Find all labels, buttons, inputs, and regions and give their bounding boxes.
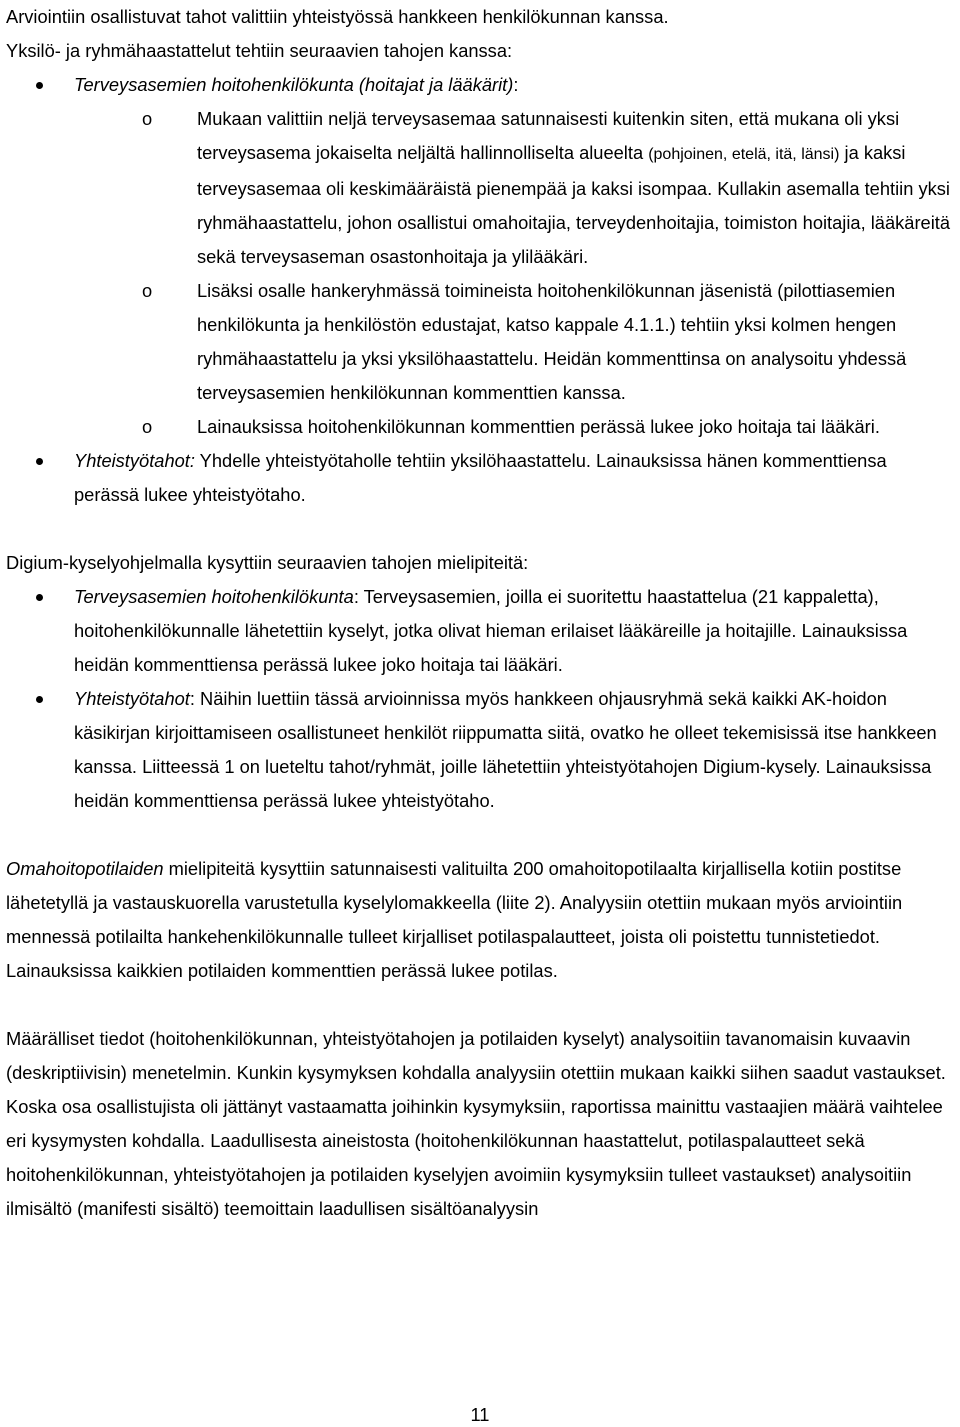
analysis-paragraph: Määrälliset tiedot (hoitohenkilökunnan, yhteistyötahojen ja potilaiden kyselyt) analysoitiin tavanomaisin kuvaavin (deskriptiivisin) menetelmin. Kunkin kysymyksen kohdalla analyysiin otettiin mukaan kaikki siihen saadut vastaukset. Koska osa osallistujista oli jättänyt vastaamatta joihinkin kysymyksiin, raportissa mainittu vastaajien määrä vaihtelee eri kysymysten kohdalla. Laadullisesta aineistosta (hoitohenkilökunnan haastattelut, potilaspalautteet sekä hoitohenkilökunnan, yhteistyötahojen ja potilaiden kyselyjen avoimiin kysymyksiin tulleet vastaukset) analysoitiin ilmisältö (manifesti sisältö) teemoittain laadullisen sisältöanalyysin — [6, 1028, 946, 1219]
sublist-item-project-group: o Lisäksi osalle hankeryhmässä toimineista hoitohenkilökunnan jäsenistä (pilottiasemien henkilökunta ja henkilöstön edustajat, katso kappale 4.1.1.) tehtiin yksi kolmen hengen ryhmähaastattelu ja yksi yksilöhaastattelu. Heidän kommenttinsa on analysoitu yhdessä terveysasemien henkilökunnan kommenttien kanssa. — [74, 274, 954, 410]
circle-bullet-icon: o — [142, 108, 153, 129]
sublist-item-stations: o Mukaan valittiin neljä terveysasemaa satunnaisesti kuitenkin siten, että mukana oli yksi terveysasema jokaiselta neljältä hallinnolliselta alueelta (pohjoinen, etelä, itä, länsi) ja kaksi terveysasemaa oli keskimääräistä pienempää ja kaksi isompaa. Kullakin asemalla tehtiin yksi ryhmähaastattelu, johon osallistui omahoitajia, terveydenhoitajia, toimiston hoitajia, lääkäreitä sekä terveysaseman osastonhoitaja ja ylilääkäri. — [74, 102, 954, 274]
list-item-digium-partners: Yhteistyötahot: Näihin luettiin tässä arvioinnissa myös hankkeen ohjausryhmä sekä kaikki AK-hoidon käsikirjan kirjoittamiseen osallistuneet henkilöt riippumatta siitä, ovatko he olleet tekemisissä itse hankkeen kanssa. Liitteessä 1 on lueteltu tahot/ryhmät, joille lähetettiin yhteistyötahojen Digium-kysely. Lainauksissa heidän kommenttiensa perässä lukee yhteistyötaho. — [6, 682, 954, 818]
document-page — [6, 0, 954, 1226]
bullet-icon — [36, 580, 46, 614]
digium-list — [6, 580, 954, 818]
partners-label: Yhteistyötahot: — [74, 450, 195, 471]
staff-label: Terveysasemien hoitohenkilökunta (hoitajat ja lääkärit) — [74, 74, 514, 95]
digium-intro: Digium-kyselyohjelmalla kysyttiin seuraavien tahojen mielipiteitä: — [6, 552, 529, 573]
digium-partners-label: Yhteistyötahot — [74, 688, 190, 709]
intro-participants: Arviointiin osallistuvat tahot valittiin yhteistyössä hankkeen henkilökunnan kanssa. — [6, 6, 669, 27]
patients-paragraph: Omahoitopotilaiden mielipiteitä kysyttiin satunnaisesti valituilta 200 omahoitopotilaalta kirjallisella kotiin postitse lähetetyllä ja vastauskuorella varustetulla kyselylomakkeella (liite 2). Analyysiin otettiin mukaan myös arviointiin mennessä potilailta hankehenkilökunnalle tulleet kirjalliset potilaspalautteet, joista oli poistettu tunnistetiedot. Lainauksissa kaikkien potilaiden kommenttien perässä lukee potilas. — [6, 858, 903, 981]
list-item-digium-staff: Terveysasemien hoitohenkilökunta: Terveysasemien, joilla ei suoritettu haastattelua (21 kappaletta), hoitohenkilökunnalle lähetettiin kyselyt, jotka olivat hieman erilaiset lääkäreille ja hoitajille. Lainauksissa heidän kommenttiensa perässä lukee joko hoitaja tai lääkäri. — [6, 580, 954, 682]
digium-staff-label: Terveysasemien hoitohenkilökunta — [74, 586, 354, 607]
circle-bullet-icon: o — [142, 416, 153, 437]
bullet-icon — [36, 444, 46, 478]
bullet-icon — [36, 68, 46, 102]
regions-note: (pohjoinen, etelä, itä, länsi) — [648, 146, 840, 163]
list-item-partners: Yhteistyötahot: Yhdelle yhteistyötaholle tehtiin yksilöhaastattelu. Lainauksissa hänen kommenttiensa perässä lukee yhteistyötaho. — [6, 444, 954, 512]
interview-list — [6, 68, 954, 512]
page-number: 11 — [470, 1404, 490, 1425]
staff-sublist — [74, 102, 954, 444]
circle-bullet-icon: o — [142, 280, 153, 301]
bullet-icon — [36, 682, 46, 716]
intro-interviews: Yksilö- ja ryhmähaastattelut tehtiin seuraavien tahojen kanssa: — [6, 40, 513, 61]
list-item-staff: Terveysasemien hoitohenkilökunta (hoitajat ja lääkärit): o Mukaan valittiin neljä terveysasemaa satunnaisesti kuitenkin siten, että mukana oli yksi terveysasema jokaiselta neljältä hallinnolliselta alueelta (pohjoinen, etelä, itä, länsi) ja kaksi terveysasemaa oli keskimääräistä pienempää ja kaksi isompaa. Kullakin asemalla tehtiin yksi ryhmähaastattelu, johon osallistui omahoitajia, terveydenhoitajia, toimiston hoitajia, lääkäreitä sekä terveysaseman osastonhoitaja ja ylilääkäri. o Lisäksi osalle hankeryhmässä toimineista hoitohenkilökunnan jäsenistä (pilottiasemien henkilökunta ja henkilöstön edustajat, katso kappale 4.1.1.) tehtiin yksi kolmen hengen ryhmähaastattelu ja yksi yksilöhaastattelu. Heidän kommenttinsa on analysoitu yhdessä terveysasemien henkilökunnan kommenttien kanssa. o Lainauksissa hoitohenkilökunnan kommenttien perässä lukee joko hoitaja tai lääkäri. — [6, 68, 954, 444]
patients-label: Omahoitopotilaiden — [6, 858, 164, 879]
sublist-item-quotes: o Lainauksissa hoitohenkilökunnan kommenttien perässä lukee joko hoitaja tai lääkäri. — [74, 410, 954, 444]
